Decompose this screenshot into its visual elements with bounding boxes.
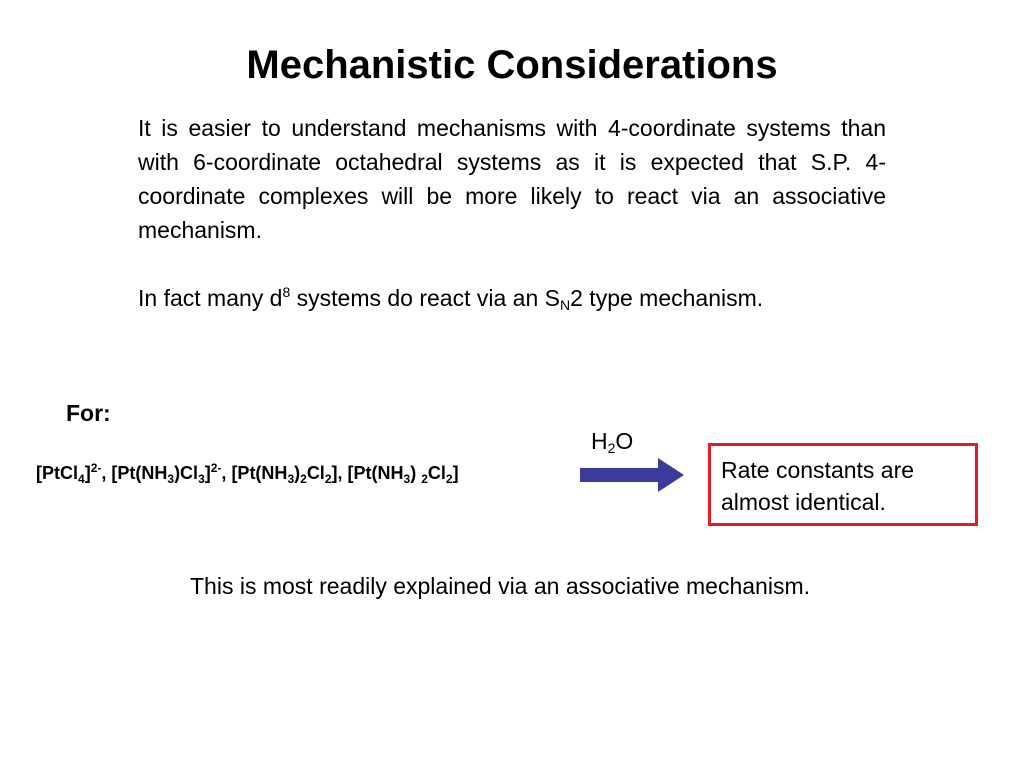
conclusion-text: This is most readily explained via an associative mechanism. bbox=[190, 573, 810, 599]
reaction-arrow-icon bbox=[580, 458, 684, 492]
result-line-1: Rate constants are bbox=[721, 457, 915, 483]
separator: , bbox=[337, 463, 348, 483]
formula-text: ) bbox=[410, 463, 422, 483]
reagent-water bbox=[591, 426, 633, 456]
superscript-8: 8 bbox=[282, 284, 291, 300]
formula-subscript: 2 bbox=[300, 472, 307, 486]
slide-title: Mechanistic Considerations bbox=[246, 43, 778, 87]
formula-text: ] bbox=[452, 463, 459, 483]
formula-text: [Pt(NH bbox=[231, 463, 288, 483]
formula-subscript: 2 bbox=[421, 472, 428, 486]
complex-pt-nh3-2-cl2-a bbox=[231, 463, 338, 486]
formula-text: Cl bbox=[306, 463, 325, 483]
formula-charge: 2- bbox=[90, 461, 102, 475]
paragraph-sn2-text-2: systems do react via an S bbox=[290, 285, 560, 311]
paragraph-sn2 bbox=[138, 281, 886, 315]
formula-subscript: 3 bbox=[198, 472, 205, 486]
formula-text: H bbox=[591, 428, 608, 454]
formula-text: O bbox=[615, 428, 634, 454]
formula-subscript: 3 bbox=[403, 472, 411, 486]
formula-charge: 2- bbox=[210, 461, 222, 475]
result-text bbox=[721, 454, 914, 518]
formula-text: ] bbox=[84, 463, 91, 483]
formula-subscript: 3 bbox=[287, 472, 295, 486]
result-box bbox=[708, 443, 978, 526]
separator: , bbox=[221, 463, 232, 483]
complex-pt-nh3-2-cl2-b bbox=[347, 463, 459, 486]
formula-text: ] bbox=[204, 463, 211, 483]
formula-text: ] bbox=[331, 463, 338, 483]
formula-subscript: 4 bbox=[78, 472, 85, 486]
formula-subscript: 3 bbox=[167, 472, 175, 486]
complex-pt-nh3-cl3 bbox=[111, 461, 222, 486]
paragraph-intro: It is easier to understand mechanisms with 4-coordinate systems than with 6-coordinate octahedral systems as it is expected that S.P. 4-coordinate complexes will be more likely to react via an associative mechanism. bbox=[138, 115, 886, 243]
formula-text: [Pt(NH bbox=[111, 463, 168, 483]
formula-text: )Cl bbox=[174, 463, 199, 483]
complex-ptcl4 bbox=[36, 461, 102, 486]
arrow-shape bbox=[580, 458, 684, 492]
subscript-n: N bbox=[560, 297, 571, 313]
complex-list bbox=[36, 458, 459, 488]
paragraph-sn2-text-1: In fact many d bbox=[138, 285, 283, 311]
formula-subscript: 2 bbox=[324, 472, 332, 486]
formula-subscript: 2 bbox=[607, 440, 616, 456]
paragraph-sn2-text-3: 2 type mechanism. bbox=[570, 285, 764, 311]
formula-subscript: 2 bbox=[445, 472, 453, 486]
formula-text: Cl bbox=[427, 463, 446, 483]
separator: , bbox=[101, 463, 112, 483]
result-line-2: almost identical. bbox=[721, 489, 886, 515]
formula-text: ) bbox=[294, 463, 301, 483]
formula-text: [Pt(NH bbox=[347, 463, 404, 483]
for-label: For: bbox=[66, 400, 111, 426]
formula-text: [PtCl bbox=[36, 463, 78, 483]
